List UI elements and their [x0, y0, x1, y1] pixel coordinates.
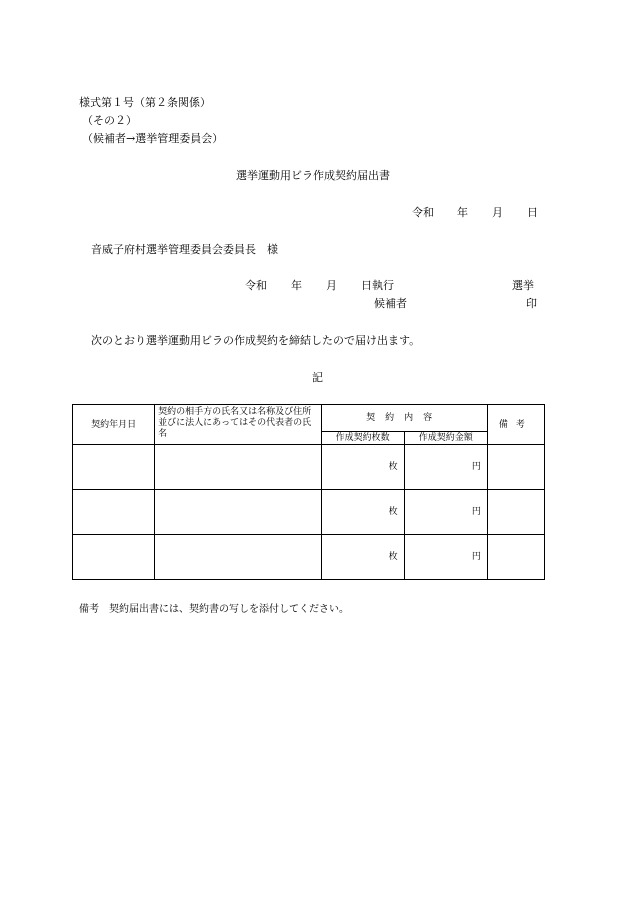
table-row — [73, 535, 545, 580]
election-era: 令和 — [245, 279, 267, 292]
cell-amount[interactable]: 円 — [404, 535, 487, 580]
cell-party-name[interactable] — [155, 535, 321, 580]
header-party-name: 契約の相手方の氏名又は名称及び住所並びに法人にあってはその代表者の氏名 — [155, 405, 321, 445]
cell-remarks[interactable] — [487, 490, 544, 535]
seal-mark: 印 — [526, 297, 537, 310]
footnote: 備考 契約届出書には、契約書の写しを添付してください。 — [79, 604, 349, 615]
date-day: 日 — [527, 206, 538, 219]
cell-amount[interactable]: 円 — [404, 490, 487, 535]
header-contract-content: 契約内容 — [321, 405, 487, 432]
cell-party-name[interactable] — [155, 445, 321, 490]
election-month: 月 — [326, 279, 337, 292]
table-row — [73, 445, 545, 490]
candidate-label: 候補者 — [374, 297, 407, 310]
date-year: 年 — [457, 206, 468, 219]
cell-party-name[interactable] — [155, 490, 321, 535]
cell-contract-date[interactable] — [73, 490, 155, 535]
cell-remarks[interactable] — [487, 535, 544, 580]
addressee: 音威子府村選挙管理委員会委員長 様 — [91, 243, 278, 256]
cell-contract-date[interactable] — [73, 535, 155, 580]
cell-sheet-count[interactable]: 枚 — [321, 490, 404, 535]
date-era: 令和 — [412, 206, 434, 219]
cell-remarks[interactable] — [487, 445, 544, 490]
contract-table — [72, 404, 545, 580]
cell-sheet-count[interactable]: 枚 — [321, 535, 404, 580]
election-year: 年 — [291, 279, 302, 292]
form-sub-number: （その２） — [82, 114, 137, 127]
date-month: 月 — [492, 206, 503, 219]
election-day-held: 日執行 — [361, 279, 394, 292]
record-heading: 記 — [312, 371, 323, 384]
header-contract-date: 契約年月日 — [73, 405, 155, 445]
header-sheet-count: 作成契約枚数 — [321, 432, 404, 445]
election-label: 選挙 — [512, 279, 534, 292]
form-direction: （候補者→選挙管理委員会） — [82, 132, 224, 145]
table-row — [73, 490, 545, 535]
statement: 次のとおり選挙運動用ビラの作成契約を締結したので届け出ます。 — [91, 334, 421, 347]
cell-contract-date[interactable] — [73, 445, 155, 490]
cell-amount[interactable]: 円 — [404, 445, 487, 490]
document-title: 選挙運動用ビラ作成契約届出書 — [236, 169, 390, 182]
form-number: 様式第１号（第２条関係） — [79, 96, 211, 109]
cell-sheet-count[interactable]: 枚 — [321, 445, 404, 490]
header-amount: 作成契約金額 — [404, 432, 487, 445]
header-remarks: 備考 — [487, 405, 544, 445]
